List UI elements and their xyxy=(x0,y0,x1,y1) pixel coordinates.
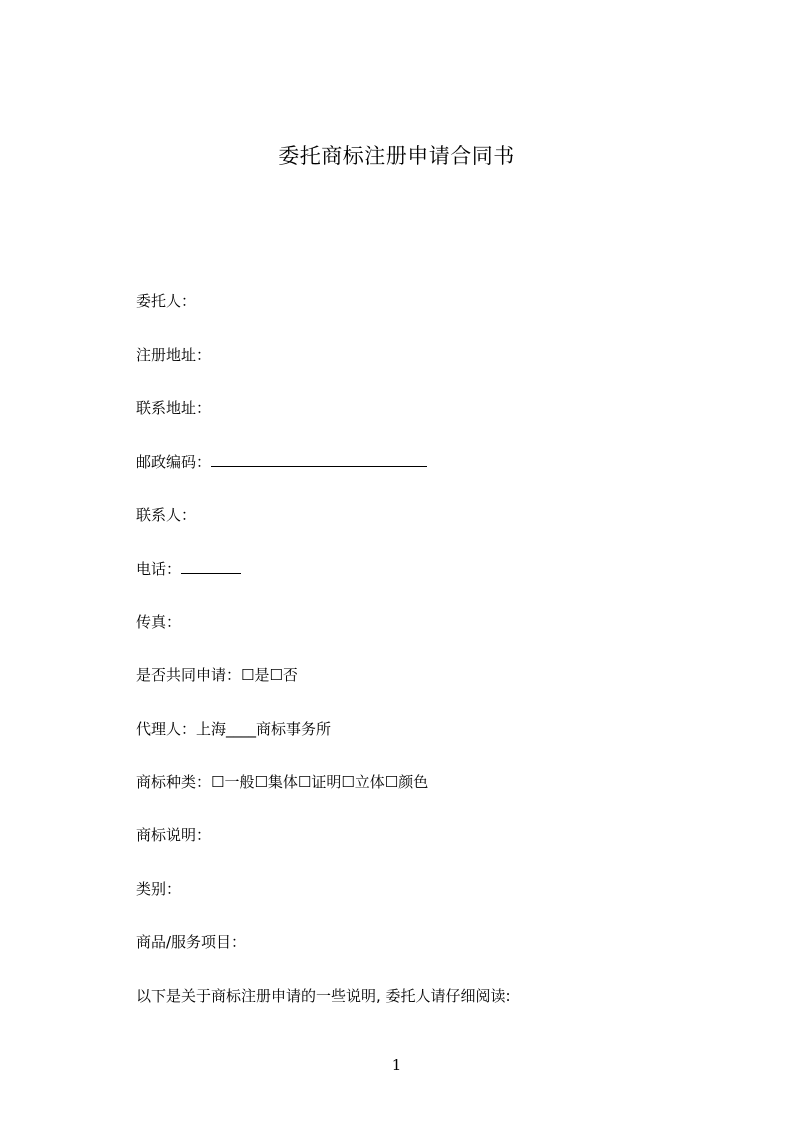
trademark-type-field: 商标种类：☐一般☐集体☐证明☐立体☐颜色 xyxy=(136,773,429,791)
fax-field: 传真： xyxy=(136,613,182,631)
contact-address-field: 联系地址： xyxy=(136,399,212,417)
trademark-description-field: 商标说明： xyxy=(136,826,212,844)
postal-code-field xyxy=(136,452,427,472)
contact-person-field: 联系人： xyxy=(136,506,197,524)
postal-code-label: 邮政编码： xyxy=(136,453,212,471)
phone-field xyxy=(136,559,241,579)
phone-label: 电话： xyxy=(136,560,182,578)
client-field: 委托人： xyxy=(136,292,197,310)
document-title: 委托商标注册申请合同书 xyxy=(278,144,515,168)
notice-paragraph: 以下是关于商标注册申请的一些说明, 委托人请仔细阅读: xyxy=(136,987,511,1005)
agent-field: 代理人：上海____商标事务所 xyxy=(136,720,332,738)
postal-code-blank-line xyxy=(211,452,427,467)
page-number: 1 xyxy=(391,1056,402,1074)
category-field: 类别： xyxy=(136,880,182,898)
registered-address-field: 注册地址： xyxy=(136,346,212,364)
phone-blank-line xyxy=(181,559,241,574)
goods-services-field: 商品/服务项目： xyxy=(136,933,247,951)
joint-application-field: 是否共同申请：☐是☐否 xyxy=(136,666,298,684)
